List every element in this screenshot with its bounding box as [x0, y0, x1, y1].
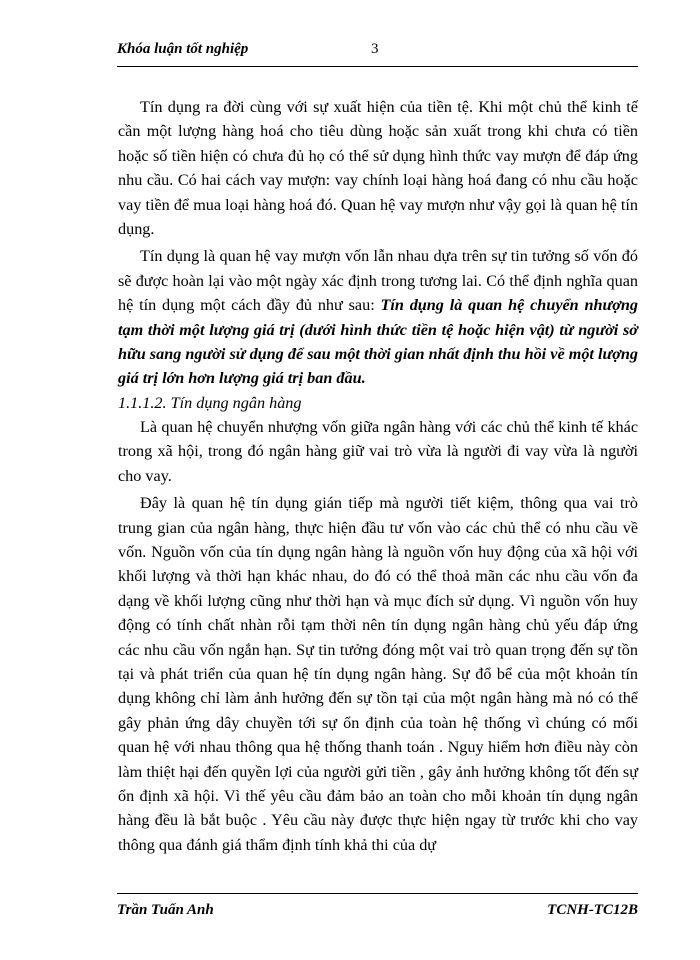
definition-intro: Tín dụng là quan hệ vay mượn vốn lẫn nhau dựa trên sự tin tưởng số vốn đó sẽ được hoàn lại vào một ngày xác định trong tương lai. Có thể định nghĩa quan hệ tín dụng một cách đầy đủ như sau: [118, 247, 638, 315]
paragraph-indirect-credit: Đây là quan hệ tín dụng gián tiếp mà người tiết kiệm, thông qua vai trò trung gian của ngân hàng, thực hiện đầu tư vốn vào các chủ thể có nhu cầu về vốn. Nguồn vốn của tín dụng ngân hàng là nguồn vốn huy động của xã hội với khối lượng và thời hạn khác nhau, do đó có thể thoả mãn các nhu cầu vốn đa dạng về khối lượng cũng như thời hạn và mục đích sử dụng. Vì nguồn vốn huy động có tính chất nhàn rỗi tạm thời nên tín dụng ngân hàng chủ yếu đáp ứng các nhu cầu vốn ngắn hạn. Sự tin tưởng đóng một vai trò quan trọng đến sự tồn tại và phát triển của quan hệ tín dụng ngân hàng. Sự đổ bể của một khoản tín dụng không chỉ làm ảnh hưởng đến sự tồn tại của một ngân hàng mà nó có thể gây phản ứng dây chuyền tới sự ổn định của toàn hệ thống vì chúng có mối quan hệ với nhau thông qua hệ thống thanh toán . Nguy hiểm hơn điều này còn làm thiệt hại đến quyền lợi của người gửi tiền , gây ảnh hưởng không tốt đến sự ổn định xã hội. Vì thế yêu cầu đảm bảo an toàn cho mỗi khoản tín dụng ngân hàng đều là bắt buộc . Yêu cầu này được thực hiện ngay từ trước khi cho vay thông qua đánh giá thẩm định tính khả thi của dự [118, 494, 638, 854]
paragraph-credit-origin: Tín dụng ra đời cùng với sự xuất hiện của tiền tệ. Khi một chủ thể kinh tế cần một lượng hàng hoá cho tiêu dùng hoặc sản xuất trong khi chưa có tiền hoặc số tiền hiện có chưa đủ họ có thể sử dụng hình thức vay mượn để đáp ứng nhu cầu. Có hai cách vay mượn: vay chính loại hàng hoá đang có nhu cầu hoặc vay tiền để mua loại hàng hoá đó. Quan hệ vay mượn như vậy gọi là quan hệ tín dụng. [118, 98, 638, 239]
document-body [118, 95, 638, 860]
paragraph-credit-definition [118, 244, 638, 390]
definition-text: Tín dụng là quan hệ chuyển nhượng tạm thời một lượng giá trị (dưới hình thức tiền tệ hoặc hiện vật) từ người sở hữu sang người sử dụng để sau một thời gian nhất định thu hồi về một lượng giá trị lớn hơn lượng giá trị ban đầu. [118, 296, 638, 388]
document-title: Khóa luận tốt nghiệp [117, 41, 249, 57]
author-name: Trần Tuấn Anh [117, 902, 214, 918]
page-number: 3 [371, 41, 379, 57]
class-code: TCNH-TC12B [547, 902, 638, 918]
section-heading: 1.1.1.2. Tín dụng ngân hàng [118, 393, 302, 412]
page-header [117, 38, 638, 67]
page-footer [117, 893, 638, 924]
paragraph-bank-credit: Là quan hệ chuyển nhượng vốn giữa ngân hàng với các chủ thể kinh tế khác trong xã hội, trong đó ngân hàng giữ vai trò vừa là người đi vay vừa là người cho vay. [118, 417, 638, 485]
